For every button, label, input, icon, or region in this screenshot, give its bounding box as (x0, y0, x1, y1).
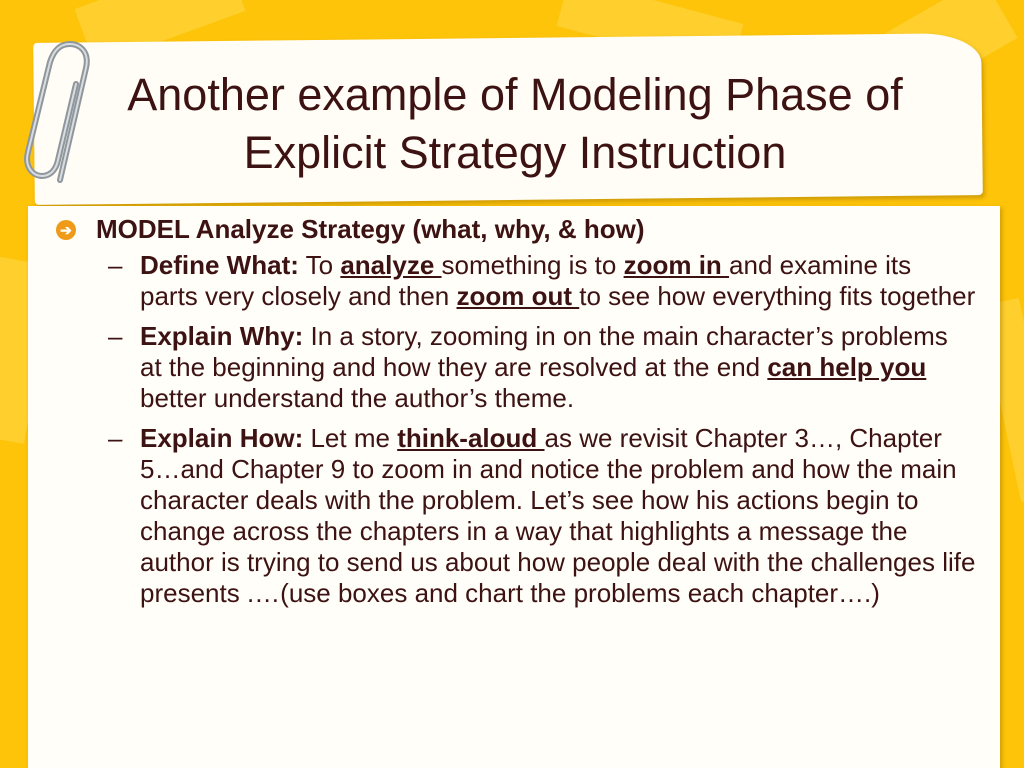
main-bullet (56, 214, 976, 245)
sub-bullet-define-what (56, 250, 976, 312)
arrow-circle-icon: ➔ (56, 220, 76, 240)
item-text: To (298, 250, 341, 280)
item-label: Explain How: (140, 423, 304, 453)
underlined-term: analyze (340, 250, 442, 280)
item-text: In a story, zooming in on the main character’s problems at the beginning and how they are resolved at the end (140, 321, 948, 382)
item-text: Let me (303, 423, 398, 453)
sub-bullet-explain-how (56, 423, 976, 609)
underlined-term: think-aloud (397, 423, 545, 453)
underlined-term: zoom out (456, 281, 580, 311)
dash-marker: – (108, 250, 123, 280)
item-text: as we revisit Chapter 3…, Chapter 5…and Chapter 9 to zoom in and notice the problem and how the main character deals with the problem. Let’s see how his actions begin to change across the chapters in a way that highlights a message the author is trying to send us about how people deal with the challenges life presents .…(use boxes and chart the problems each chapter….) (140, 423, 976, 608)
underlined-term: zoom in (623, 250, 730, 280)
item-label: Explain Why: (140, 321, 304, 351)
underlined-term: can help you (767, 352, 927, 382)
item-text: and examine its parts very closely and then (140, 250, 912, 311)
dash-marker: – (108, 321, 123, 351)
item-text: to see how everything fits together (579, 281, 976, 311)
item-label: Define What: (140, 250, 299, 280)
item-text: better understand the author’s theme. (140, 383, 575, 413)
main-bullet-text: MODEL Analyze Strategy (what, why, & how) (96, 214, 645, 244)
item-text: something is to (441, 250, 624, 280)
dash-marker: – (108, 423, 123, 453)
page-title: Another example of Modeling Phase of Explicit Strategy Instruction (127, 69, 903, 178)
sub-bullet-explain-why (56, 321, 976, 414)
content (56, 214, 976, 618)
